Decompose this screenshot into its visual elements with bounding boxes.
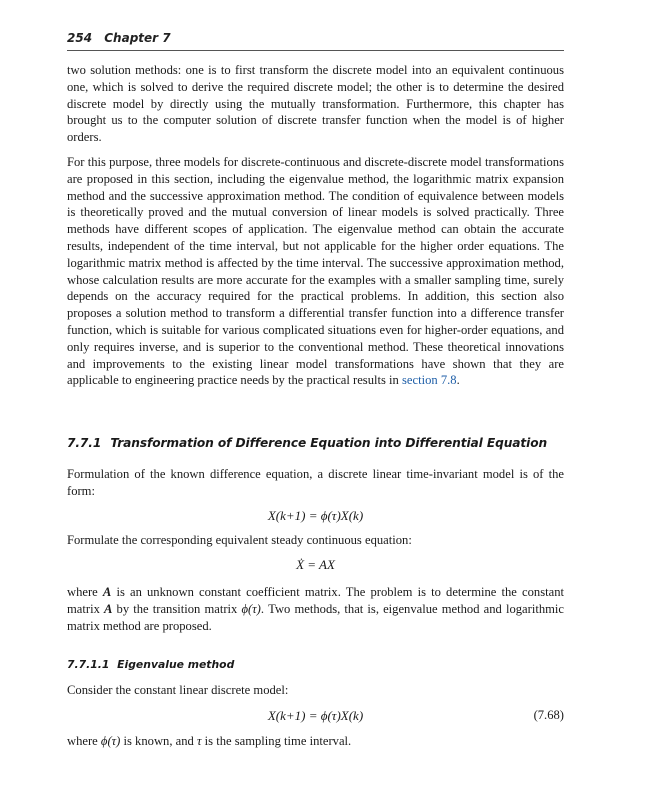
matrix-a-symbol: A bbox=[102, 585, 112, 599]
subsection-number: 7.7.1.1 bbox=[67, 658, 110, 671]
section-number: 7.7.1 bbox=[67, 436, 102, 450]
paragraph-5-text-a: where bbox=[67, 585, 98, 599]
equation-number: (7.68) bbox=[533, 708, 564, 722]
subsection-heading bbox=[67, 658, 564, 671]
chapter-label: Chapter 7 bbox=[104, 31, 171, 45]
equation-continuous-rhs: = AX bbox=[307, 557, 335, 572]
paragraph-4: Formulate the corresponding equivalent steady continuous equation: bbox=[67, 533, 412, 547]
paragraph-2-text: For this purpose, three models for discrete-continuous and discrete-discrete model transformations are proposed in this section, including the eigenvalue method, the logarithmic matrix expansion method and the successive approximation method. The condition of equivalence between models is theoretically proved and the mutual conversion of linear models is solved practically. Three methods have different scopes of application. The eigenvalue method can obtain the accurate results, independent of the time interval, but not applicable for the higher order equations. The logarithmic matrix method is affected by the time interval. The successive approximation method, whose calculation results are more accurate for the examples with a smaller sampling time, surely depends on the accuracy required for the practical problems. In addition, this section also proposes a solution method to transform a differential transfer function into a difference transfer function, which is suitable for various complicated situations even for higher-order equations, and only requires inverse, and is superior to the conventional method. These theoretical innovations and improvements to the existing linear model transformations have shown that they are applicable to engineering practice needs by the practical results in bbox=[67, 155, 564, 388]
paragraph-3: Formulation of the known difference equation, a discrete linear time-invariant model is of the form: bbox=[67, 467, 564, 498]
paragraph-7-text-c: is the sampling time interval. bbox=[204, 734, 352, 748]
paragraph-5-text-b: is an unknown constant coefficient matrix. The problem is to determine the constant matrix bbox=[67, 585, 564, 616]
page-number: 254 bbox=[67, 31, 93, 45]
matrix-a-symbol: A bbox=[104, 601, 113, 616]
paragraph-5 bbox=[67, 584, 564, 634]
paragraph-2 bbox=[67, 154, 564, 389]
section-title: Transformation of Difference Equation into Differential Equation bbox=[110, 436, 548, 450]
section-7-8-link[interactable]: section 7.8 bbox=[402, 373, 457, 388]
tau-symbol: τ bbox=[196, 734, 202, 748]
equation-7-68 bbox=[67, 708, 564, 724]
paragraph-7-text-b: is known, and bbox=[123, 734, 194, 748]
paragraph-1: two solution methods: one is to first transform the discrete model into an equivalent continuous one, which is solved to derive the required discrete model; the other is to determine the desired discrete model by directly using the mutually transformation. Furthermore, this chapter has brought us to the computer solution of discrete transfer function when the model is of higher orders. bbox=[67, 63, 564, 145]
subsection-title: Eigenvalue method bbox=[117, 658, 235, 671]
running-header bbox=[67, 31, 564, 51]
section-heading bbox=[67, 436, 564, 450]
paragraph-5-text-d: . Two methods, that is, eigenvalue method and logarithmic matrix method are proposed. bbox=[67, 601, 564, 633]
transition-matrix-symbol: ϕ(τ) bbox=[241, 601, 261, 616]
paragraph-7 bbox=[67, 733, 564, 750]
paragraph-5-text-c: by the transition matrix bbox=[116, 601, 238, 616]
paragraph-7-text-a: where bbox=[67, 734, 98, 748]
equation-continuous-lhs: Ẋ bbox=[296, 557, 305, 572]
transition-matrix-symbol: ϕ(τ) bbox=[100, 734, 121, 748]
equation-continuous bbox=[67, 557, 564, 573]
equation-7-68-body: X(k+1) = ϕ(τ)X(k) bbox=[267, 708, 364, 723]
paragraph-6: Consider the constant linear discrete model: bbox=[67, 683, 289, 697]
paragraph-2-end: . bbox=[456, 373, 460, 388]
equation-difference: X(k+1) = ϕ(τ)X(k) bbox=[267, 508, 364, 523]
